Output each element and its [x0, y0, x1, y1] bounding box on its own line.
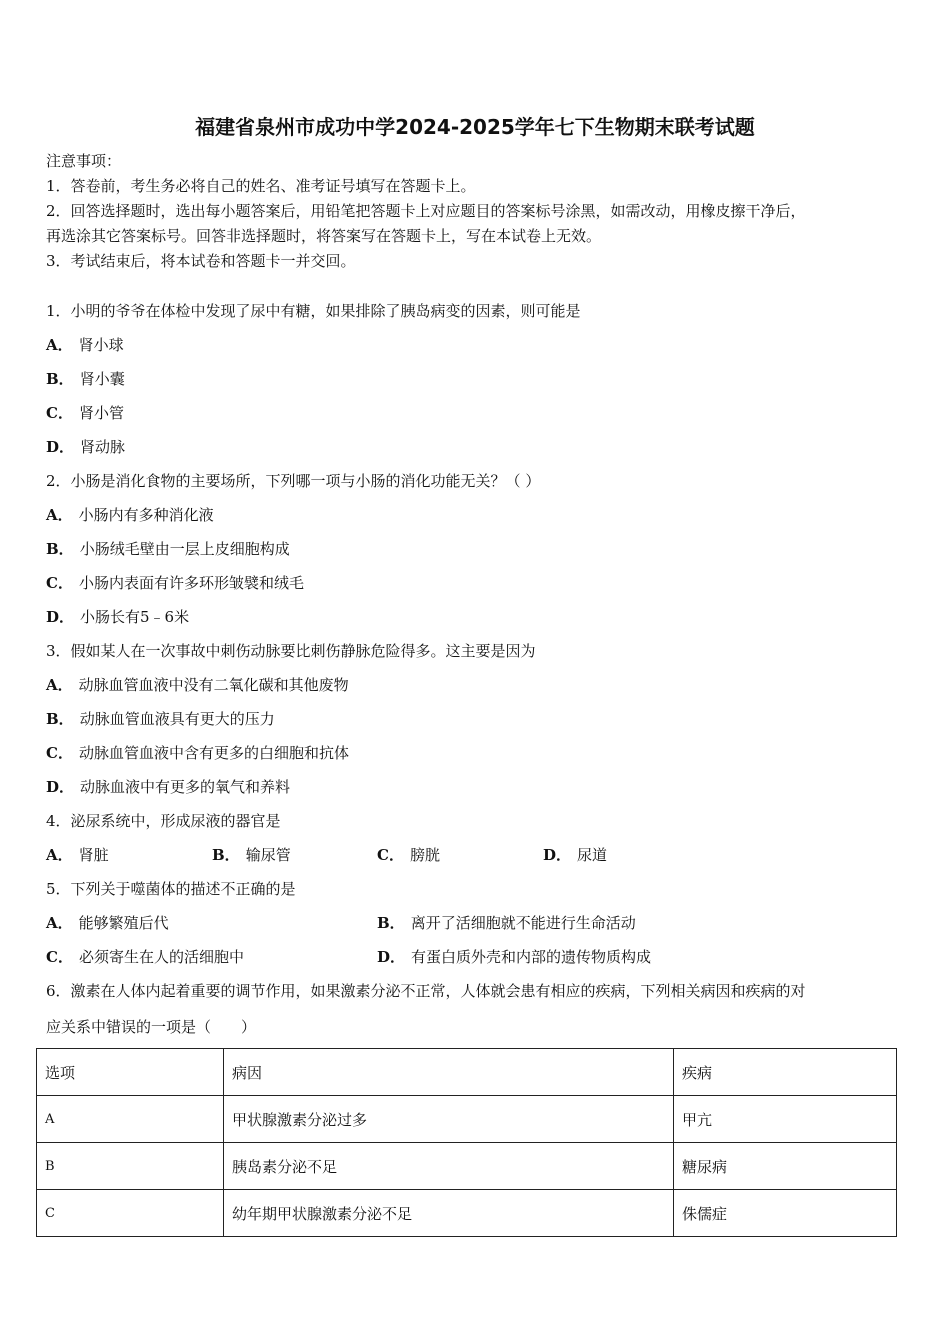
question-6-stem: 6．激素在人体内起着重要的调节作用，如果激素分泌不正常，人体就会患有相应的疾病，下列相关病因和疾病的对: [46, 982, 806, 1000]
option-text: 肾小囊: [79, 370, 125, 388]
option-text: 肾动脉: [80, 438, 126, 456]
q2-option-c: [46, 573, 304, 593]
question-6-stem-cont: 应关系中错误的一项是（ ）: [46, 1018, 257, 1036]
q1-option-b: [46, 369, 125, 389]
option-text: 小肠内有多种消化液: [78, 506, 214, 524]
page-title: 福建省泉州市成功中学2024-2025学年七下生物期末联考试题: [195, 115, 755, 139]
option-text: 小肠长有5﹣6米: [80, 608, 190, 626]
question-1-stem: 1．小明的爷爷在体检中发现了尿中有糖，如果排除了胰岛病变的因素，则可能是: [46, 302, 581, 320]
option-label: A．: [46, 506, 73, 524]
option-text: 小肠内表面有许多环形皱襞和绒毛: [78, 574, 304, 592]
option-text: 尿道: [577, 846, 608, 864]
header-cell: 疾病: [674, 1049, 897, 1096]
note-item: 再选涂其它答案标号。回答非选择题时，将答案写在答题卡上，写在本试卷上无效。: [46, 227, 602, 245]
q4-option-d: [543, 845, 607, 865]
header-cell: 选项: [37, 1049, 224, 1096]
option-label: C．: [377, 846, 404, 864]
option-label: D．: [377, 948, 406, 966]
option-label: B．: [46, 370, 74, 388]
q1-option-d: [46, 437, 125, 457]
note-item: 2．回答选择题时，选出每小题答案后，用铅笔把答题卡上对应题目的答案标号涂黑，如需改动，用橡皮擦干净后，: [46, 202, 806, 220]
option-text: 离开了活细胞就不能进行生命活动: [410, 914, 636, 932]
q3-option-d: [46, 777, 290, 797]
option-label: B．: [46, 710, 74, 728]
q2-option-b: [46, 539, 290, 559]
option-label: C．: [46, 404, 73, 422]
option-text: 动脉血液中有更多的氧气和养料: [80, 778, 291, 796]
option-text: 膀胱: [409, 846, 440, 864]
option-text: 肾脏: [78, 846, 109, 864]
option-label: A．: [46, 914, 73, 932]
option-text: 输尿管: [245, 846, 291, 864]
q4-option-b: [212, 845, 291, 865]
question-4-stem: 4．泌尿系统中，形成尿液的器官是: [46, 812, 281, 830]
option-label: D．: [46, 778, 75, 796]
option-label: B．: [212, 846, 240, 864]
q1-option-c: [46, 403, 124, 423]
option-label: A．: [46, 676, 73, 694]
option-text: 动脉血管血液中没有二氧化碳和其他废物: [78, 676, 349, 694]
table-cell: B: [37, 1143, 224, 1190]
table-row: [37, 1096, 897, 1143]
q5-option-c: [46, 947, 244, 967]
q4-option-c: [377, 845, 440, 865]
q2-option-a: [46, 505, 214, 525]
table-cell: C: [37, 1190, 224, 1237]
option-text: 小肠绒毛壁由一层上皮细胞构成: [79, 540, 290, 558]
table-cell: 幼年期甲状腺激素分泌不足: [224, 1190, 674, 1237]
q1-option-a: [46, 335, 124, 355]
option-label: B．: [377, 914, 405, 932]
table-cell: 侏儒症: [674, 1190, 897, 1237]
table-header-row: [37, 1049, 897, 1096]
question-6-table: [36, 1048, 897, 1237]
table-cell: 糖尿病: [674, 1143, 897, 1190]
option-text: 有蛋白质外壳和内部的遗传物质构成: [411, 948, 652, 966]
option-label: C．: [46, 948, 73, 966]
q5-option-a: [46, 913, 169, 933]
q2-option-d: [46, 607, 189, 627]
header-cell: 病因: [224, 1049, 674, 1096]
table-cell: 胰岛素分泌不足: [224, 1143, 674, 1190]
option-text: 动脉血管血液中含有更多的白细胞和抗体: [78, 744, 349, 762]
q5-option-b: [377, 913, 636, 933]
option-label: A．: [46, 846, 73, 864]
question-5-stem: 5．下列关于噬菌体的描述不正确的是: [46, 880, 296, 898]
q3-option-c: [46, 743, 349, 763]
option-text: 必须寄生在人的活细胞中: [78, 948, 244, 966]
note-item: 3．考试结束后，将本试卷和答题卡一并交回。: [46, 252, 356, 270]
question-3-stem: 3．假如某人在一次事故中刺伤动脉要比刺伤静脉危险得多。这主要是因为: [46, 642, 536, 660]
q4-option-a: [46, 845, 109, 865]
option-text: 肾小管: [78, 404, 124, 422]
table-cell: 甲亢: [674, 1096, 897, 1143]
option-label: D．: [46, 438, 75, 456]
table-cell: A: [37, 1096, 224, 1143]
q3-option-a: [46, 675, 349, 695]
table-row: [37, 1190, 897, 1237]
question-2-stem: 2．小肠是消化食物的主要场所，下列哪一项与小肠的消化功能无关？（ ）: [46, 472, 541, 490]
option-label: A．: [46, 336, 73, 354]
notes-heading: 注意事项：: [46, 152, 122, 170]
table-cell: 甲状腺激素分泌过多: [224, 1096, 674, 1143]
option-text: 能够繁殖后代: [78, 914, 169, 932]
option-text: 动脉血管血液具有更大的压力: [79, 710, 275, 728]
table-row: [37, 1143, 897, 1190]
q3-option-b: [46, 709, 275, 729]
option-text: 肾小球: [78, 336, 124, 354]
option-label: C．: [46, 744, 73, 762]
option-label: B．: [46, 540, 74, 558]
option-label: D．: [543, 846, 572, 864]
q5-option-d: [377, 947, 651, 967]
note-item: 1．答卷前，考生务必将自己的姓名、准考证号填写在答题卡上。: [46, 177, 476, 195]
option-label: D．: [46, 608, 75, 626]
option-label: C．: [46, 574, 73, 592]
